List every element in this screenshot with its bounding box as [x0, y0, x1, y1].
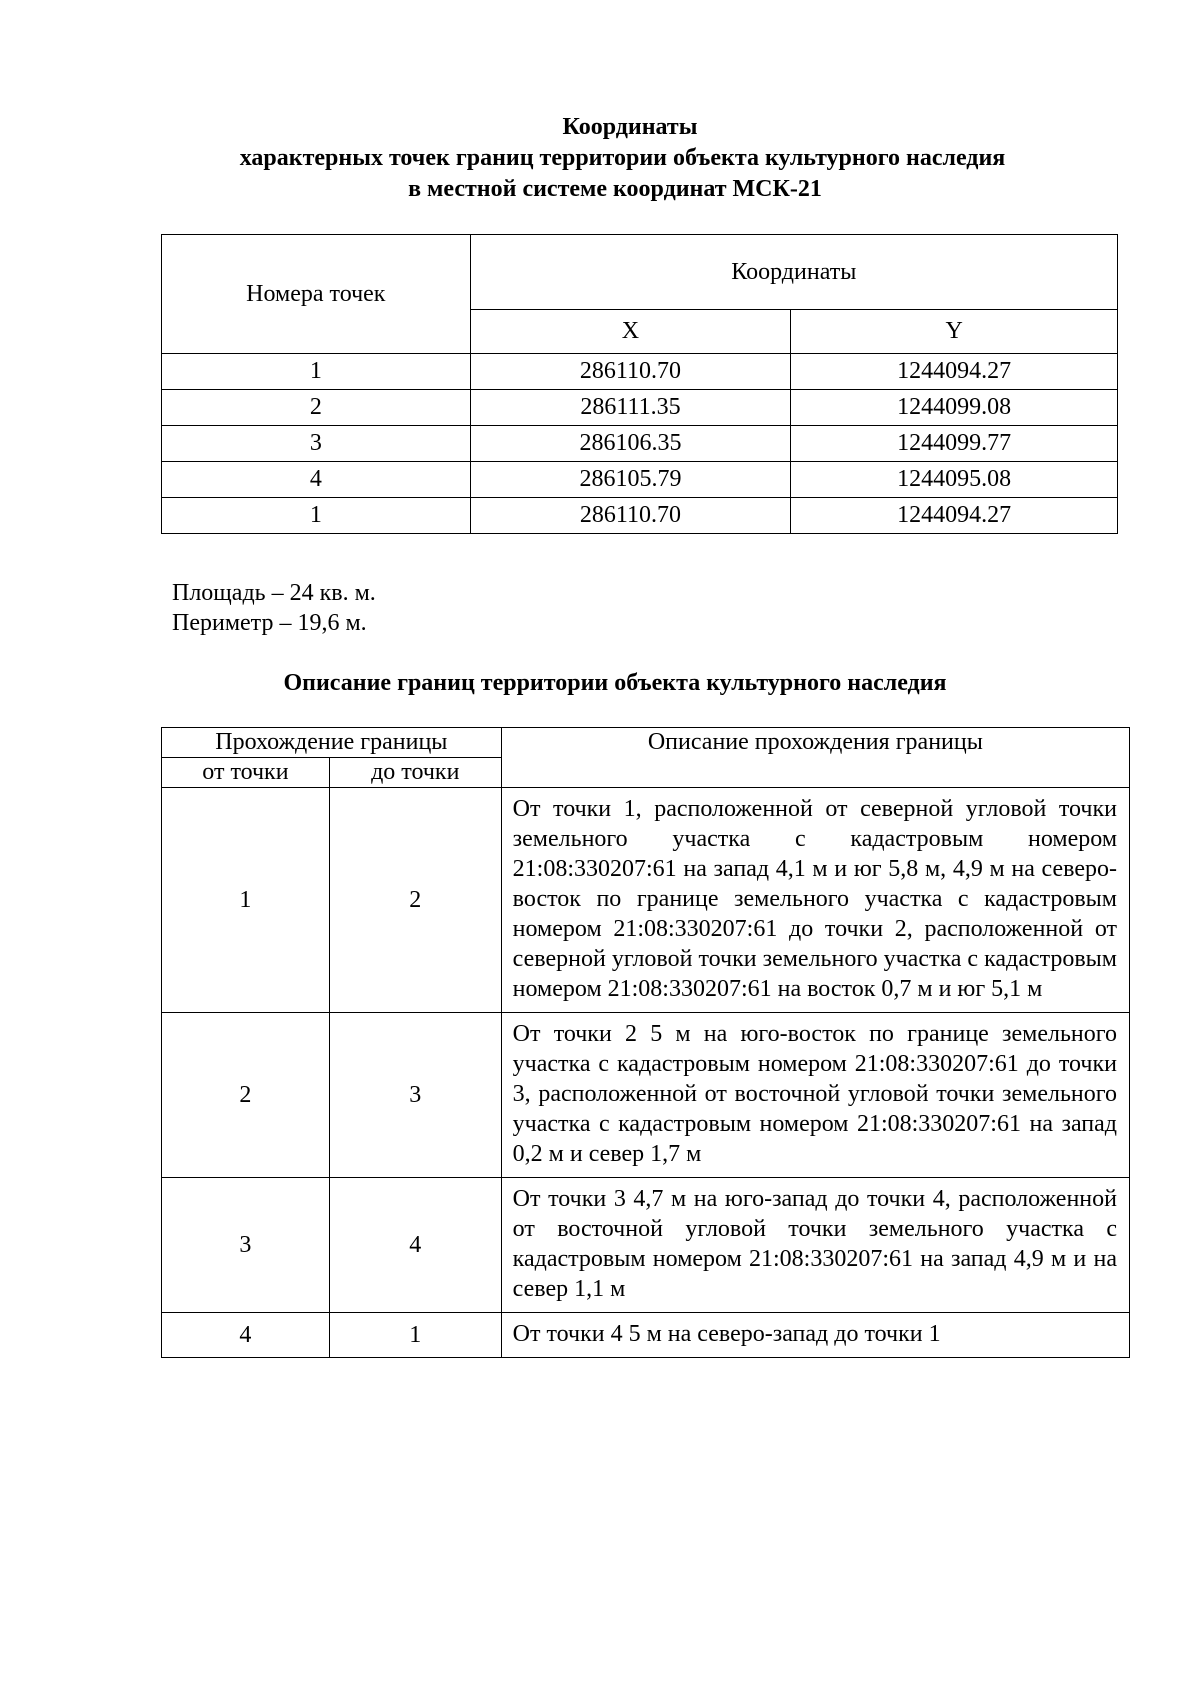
cell-description: От точки 4 5 м на северо-запад до точки 1 — [501, 1313, 1129, 1358]
cell-x: 286105.79 — [470, 462, 791, 498]
header-description: Описание прохождения границы — [501, 728, 1129, 788]
cell-y: 1244095.08 — [791, 462, 1118, 498]
cell-y: 1244099.77 — [791, 426, 1118, 462]
title-line-2: характерных точек границ территории объекта культурного наследия — [239, 145, 1006, 171]
cell-to: 4 — [329, 1178, 501, 1313]
cell-description: От точки 3 4,7 м на юго-запад до точки 4, расположенной от восточной угловой точки земельного участка с кадастровым номером 21:08:330207:61 на запад 4,9 м и на север 1,1 м — [501, 1178, 1129, 1313]
cell-to: 3 — [329, 1013, 501, 1178]
cell-description: От точки 1, расположенной от северной угловой точки земельного участка с кадастровым номером 21:08:330207:61 на запад 4,1 м и юг 5,8 м, 4,9 м на северо-восток по границе земельного участка с кадастровым номером 21:08:330207:61 до точки 2, расположенной от северной угловой точки земельного участка с кадастровым номером 21:08:330207:61 на восток 0,7 м и юг 5,1 м — [501, 788, 1129, 1013]
header-x: X — [470, 310, 791, 354]
perimeter-text: Периметр – 19,6 м. — [172, 610, 367, 636]
table-row — [162, 1013, 1130, 1178]
cell-to: 1 — [329, 1313, 501, 1358]
cell-point: 1 — [162, 354, 471, 390]
document-title — [0, 112, 1200, 205]
table-row — [162, 426, 1118, 462]
cell-y: 1244094.27 — [791, 354, 1118, 390]
header-y: Y — [791, 310, 1118, 354]
cell-from: 1 — [162, 788, 330, 1013]
cell-point: 1 — [162, 498, 471, 534]
table-row — [162, 354, 1118, 390]
title-line-1: Координаты — [562, 114, 698, 140]
header-passage: Прохождение границы — [162, 728, 502, 758]
cell-description: От точки 2 5 м на юго-восток по границе земельного участка с кадастровым номером 21:08:330207:61 до точки 3, расположенной от восточной угловой точки земельного участка с кадастровым номером 21:08:330207:61 на запад 0,2 м и север 1,7 м — [501, 1013, 1129, 1178]
cell-y: 1244094.27 — [791, 498, 1118, 534]
title-line-3: в местной системе координат МСК-21 — [408, 176, 822, 202]
section-title: Описание границ территории объекта культурного наследия — [283, 670, 947, 696]
table-row — [162, 788, 1130, 1013]
cell-point: 3 — [162, 426, 471, 462]
cell-from: 2 — [162, 1013, 330, 1178]
summary-block — [172, 578, 376, 638]
cell-x: 286110.70 — [470, 354, 791, 390]
cell-x: 286110.70 — [470, 498, 791, 534]
cell-y: 1244099.08 — [791, 390, 1118, 426]
table-row — [162, 462, 1118, 498]
table-row — [162, 390, 1118, 426]
table-row — [162, 1313, 1130, 1358]
cell-from: 4 — [162, 1313, 330, 1358]
cell-to: 2 — [329, 788, 501, 1013]
cell-x: 286111.35 — [470, 390, 791, 426]
cell-point: 2 — [162, 390, 471, 426]
header-point-numbers: Номера точек — [162, 235, 471, 354]
table-row — [162, 498, 1118, 534]
cell-from: 3 — [162, 1178, 330, 1313]
cell-x: 286106.35 — [470, 426, 791, 462]
cell-point: 4 — [162, 462, 471, 498]
header-coordinates: Координаты — [470, 235, 1117, 310]
table-row — [162, 1178, 1130, 1313]
header-to-point: до точки — [329, 758, 501, 788]
boundary-description-table — [161, 727, 1130, 1358]
coordinates-table — [161, 234, 1118, 534]
header-from-point: от точки — [162, 758, 330, 788]
area-text: Площадь – 24 кв. м. — [172, 580, 376, 606]
